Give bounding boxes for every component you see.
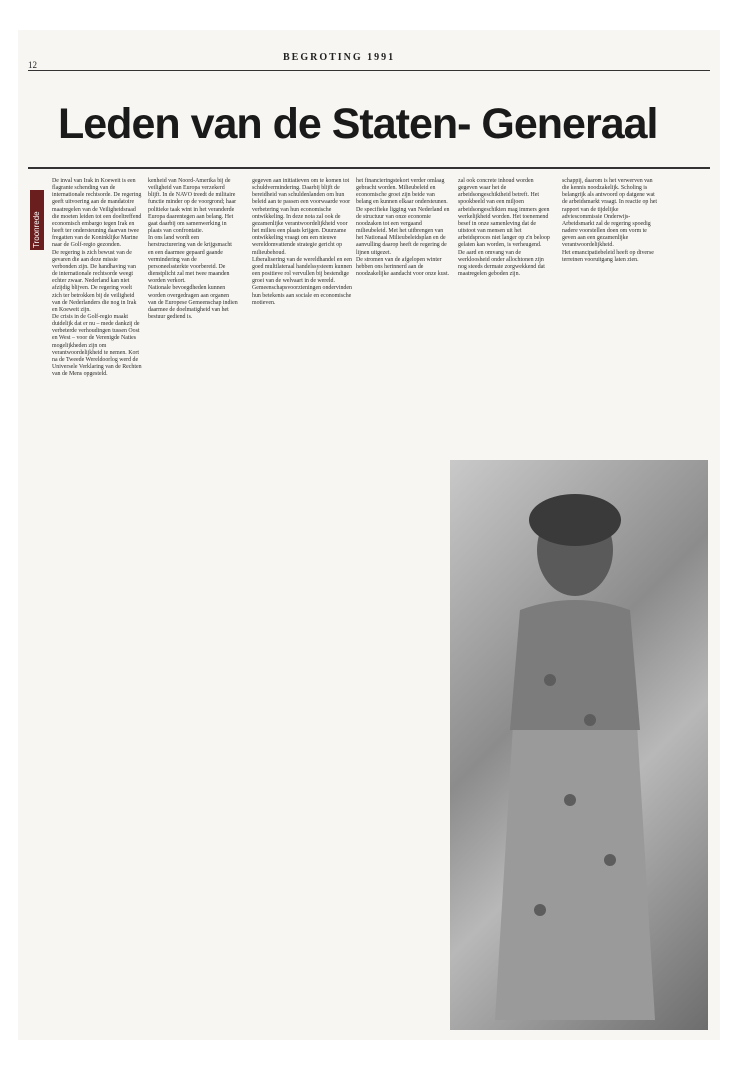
column-text: het financieringstekort verder omlaag gebracht worden. Milieubeleid en economische groei zijn beide van belang en kunnen elkaar ondersteunen. De specifieke ligging van Nederland en de structuur van onze economie noodzaken tot een vergaand milieubeleid. Met het uitbrengen van het Nationaal Milieubeleidsplan en de aanvulling daarop heeft de regering de lijnen uitgezet. De stromen van de afgelopen winter hebben ons herinnerd aan de noodzakelijke aandacht voor onze kust. — [356, 178, 450, 278]
column-text: kenheid van Noord-Amerika bij de veiligheid van Europa verzekerd blijft. In de NAVO treedt de militaire functie minder op de voorgrond; haar politieke taak wint in het veranderde Europa daarentegen aan belang. Het gaat daarbij om samenwerking in plaats van confrontatie. In ons land wordt een herstructurering van de krijgsmacht en een daarmee gepaard gaande vermindering van de personeelssterkte voorbereid. De dienstplicht zal met twee maanden worden verkort. Nationale bevoegdheden kunnen worden overgedragen aan organen van de Europese Gemeenschap indien daarmee de doelmatigheid van het bestuur gediend is. — [148, 178, 238, 320]
article-column-2 — [148, 178, 238, 1038]
newspaper-page — [18, 30, 720, 1040]
column-text: schappij, daarom is het verwerven van die kennis noodzakelijk. Scholing is belangrijk als antwoord op datgene wat de arbeidsmarkt vraagt. In reactie op het rapport van de tijdelijke adviescommissie Onderwijs-Arbeidsmarkt zal de regering spoedig nadere voorstellen doen om vorm te geven aan een gezamenlijke verantwoordelijkheid. Het emancipatiebeleid heeft op diverse terreinen vooruitgang laten zien. — [562, 178, 658, 263]
headline: Leden van de Staten- Generaal — [58, 100, 658, 148]
article-column-4 — [356, 178, 450, 1038]
top-rule — [28, 70, 710, 71]
section-tab-label: Troonrede — [32, 211, 41, 248]
article-column-5 — [458, 178, 552, 478]
column-text: gegeven aan initiatieven om te komen tot schuldvermindering. Daarbij blijft de bereidheid van schuldenlanden om hun beleid aan te passen een voorwaarde voor verbetering van hun economische ontwikkeling. In deze nota zal ook de gezamenlijke verantwoordelijkheid voor het milieu een plaats krijgen. Duurzame ontwikkeling vraagt om een nieuwe wereldomvattende strategie gericht op milieubehoud. Liberalisering van de wereldhandel en een goed multilateraal handelssysteem kunnen een positieve rol vervullen bij bestendige groei van de welvaart in de wereld. Gemeenschapsvoorzieningen ondervinden hun betekenis aan sociale en economische motieven. — [252, 178, 352, 306]
article-column-1 — [52, 178, 142, 1038]
page-number: 12 — [28, 60, 37, 70]
portrait-photo — [450, 460, 708, 1030]
headline-rule — [28, 167, 710, 169]
section-header: BEGROTING 1991 — [283, 52, 396, 63]
article-column-6 — [562, 178, 658, 468]
article-column-3 — [252, 178, 352, 1038]
column-text: De inval van Irak in Koeweit is een flagrante schending van de internationale rechtsorde. De regering geeft uitvoering aan de mandatoire maatregelen van de Veiligheidsraad die moeten leiden tot een doeltreffend economisch embargo tegen Irak en heeft ter ondersteuning daarvan twee fregatten van de Koninklijke Marine naar de Golf-regio gezonden. De regering is zich bewust van de gevaren die aan deze missie verbonden zijn. De handhaving van de internationale rechtsorde weegt echter zwaar. Nederland kan niet afzijdig blijven. De regering voelt zich ter betrokken bij de veiligheid van de Nederlanders die nog in Irak en Koeweit zijn. De crisis in de Golf-regio maakt duidelijk dat er nu – mede dankzij de verbeterde verhoudingen tussen Oost en West – voor de Verenigde Naties mogelijkheden zijn om verantwoordelijkheid te nemen. Kort na de Tweede Wereldoorlog werd de Universele Verklaring van de Rechten van de Mens opgesteld. — [52, 178, 142, 378]
section-tab — [30, 190, 44, 250]
woman-speaking-figure — [480, 480, 670, 1020]
column-text: zal ook concrete inhoud worden gegeven waar het de arbeidsongeschiktheid betreft. Het spookbeeld van een miljoen arbeidsongeschikten mag immers geen werkelijkheid worden. Het toenemend besef in onze samenleving dat de uitstoot van mensen uit het arbeidsproces niet langer op z'n beloop gelaten kan worden, is verheugend. De aard en omvang van de werkloosheid onder allochtonen zijn nog steeds dermate zorgwekkend dat maatregelen geboden zijn. — [458, 178, 550, 278]
